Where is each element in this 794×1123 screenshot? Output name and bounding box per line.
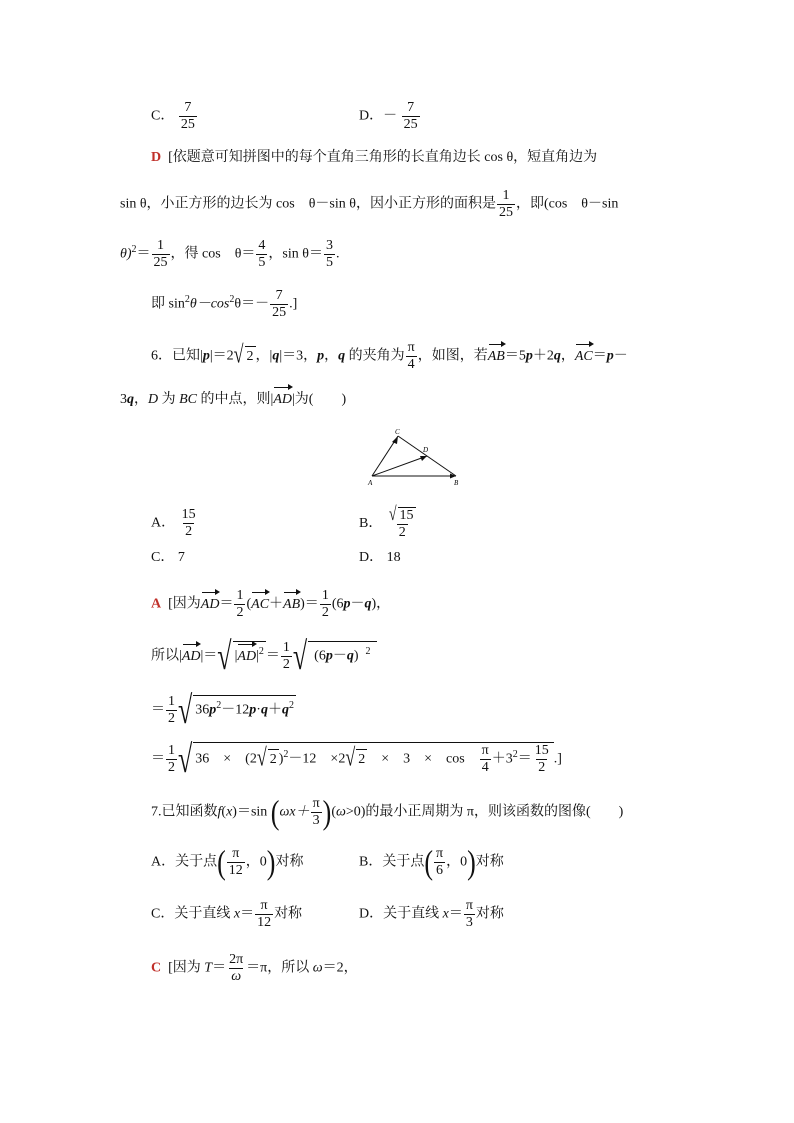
denominator: 2 bbox=[168, 711, 175, 726]
question-text: 为 bbox=[158, 392, 180, 407]
equals: ＝ bbox=[448, 906, 463, 922]
sol6-line1 bbox=[151, 588, 390, 621]
denominator: ω bbox=[231, 969, 242, 984]
solution-text: [因为 bbox=[168, 596, 201, 612]
exponent: 2 bbox=[512, 749, 518, 761]
denominator: 4 bbox=[407, 357, 415, 372]
numerator bbox=[387, 504, 418, 526]
variable-x: x bbox=[442, 906, 449, 922]
fraction bbox=[270, 288, 288, 321]
solution-text: ＋3 bbox=[491, 751, 513, 767]
denominator: 5 bbox=[258, 255, 266, 270]
vector-q: q bbox=[260, 702, 268, 718]
radicand bbox=[193, 695, 296, 721]
radicand bbox=[233, 641, 266, 667]
solution-text: (6 bbox=[331, 596, 344, 612]
fraction bbox=[533, 743, 551, 776]
denominator: 12 bbox=[257, 915, 272, 930]
solution-text: )， bbox=[371, 596, 391, 612]
denominator: 2 bbox=[185, 524, 193, 539]
left-paren: ( bbox=[424, 843, 434, 881]
numerator: 1 bbox=[282, 640, 290, 655]
solution-text: (6 bbox=[314, 648, 326, 664]
solution-text: ) bbox=[278, 751, 284, 767]
fraction bbox=[311, 796, 322, 829]
equals: ＝ bbox=[517, 751, 532, 767]
question-text: |为( ) bbox=[292, 392, 347, 407]
option-label: D． bbox=[359, 550, 384, 565]
denominator: 25 bbox=[403, 117, 418, 132]
option-label: D．关于直线 bbox=[359, 906, 443, 922]
left-paren: ( bbox=[270, 793, 280, 831]
answer-letter: D bbox=[151, 150, 162, 165]
numerator: 1 bbox=[321, 588, 329, 603]
numerator: 3 bbox=[325, 238, 333, 253]
sol5-line1 bbox=[151, 148, 597, 168]
vector-ab: AB bbox=[283, 595, 300, 615]
exponent: 2 bbox=[258, 646, 264, 658]
solution-text: 2 bbox=[338, 751, 346, 767]
sol5-line2 bbox=[120, 188, 618, 221]
question-text: ( bbox=[221, 804, 227, 820]
q7-option-c bbox=[151, 898, 302, 931]
sqrt-sign: √ bbox=[388, 504, 397, 526]
equals: ＝ bbox=[212, 960, 227, 976]
q5-option-d bbox=[359, 100, 421, 133]
option-text: 对称 bbox=[475, 854, 504, 870]
question-text: x＋ bbox=[289, 804, 310, 820]
denominator: 2 bbox=[398, 525, 406, 540]
denominator: 25 bbox=[180, 117, 195, 132]
solution-text: .] bbox=[553, 751, 562, 767]
solution-text: θ－cos bbox=[189, 296, 230, 312]
question-text: ， bbox=[560, 348, 575, 364]
vector-p: p bbox=[343, 596, 351, 612]
period-t: T bbox=[204, 960, 213, 976]
option-value: 18 bbox=[386, 550, 401, 565]
fraction bbox=[227, 952, 245, 985]
denominator: 2 bbox=[236, 605, 244, 620]
numerator: 4 bbox=[258, 238, 266, 253]
option-label: A． bbox=[151, 515, 176, 531]
vector-ad: AD bbox=[237, 647, 256, 667]
solution-text: [因为 bbox=[168, 960, 205, 976]
exponent: 2 bbox=[288, 700, 294, 712]
option-text: ，0 bbox=[245, 854, 267, 870]
equals: ＝ bbox=[151, 751, 165, 767]
vector-ac: AC bbox=[251, 595, 269, 615]
vector-ab: AB bbox=[488, 347, 505, 367]
exponent: 2 bbox=[365, 646, 371, 658]
vector-q: q bbox=[338, 348, 346, 364]
solution-text: ＝2， bbox=[322, 960, 358, 976]
question-text: ，如图，若 bbox=[417, 348, 488, 364]
q7-line1 bbox=[151, 793, 624, 831]
sol7-line1 bbox=[151, 952, 358, 985]
solution-text: [依题意可知拼图中的每个直角三角形的长直角边长 cos θ，短直角边为 bbox=[168, 150, 598, 165]
numerator: π bbox=[260, 898, 268, 913]
segment-bc: BC bbox=[179, 392, 198, 407]
option-label: B．关于点 bbox=[359, 854, 425, 870]
question-text: － bbox=[613, 348, 628, 364]
question-text: 6．已知| bbox=[151, 348, 203, 364]
solution-text: ，即(cos θ－sin bbox=[515, 196, 619, 212]
solution-text: － bbox=[350, 596, 365, 612]
denominator: 2 bbox=[168, 760, 175, 775]
radicand bbox=[308, 641, 376, 667]
question-text: ， bbox=[324, 348, 339, 364]
numerator: π bbox=[465, 898, 473, 913]
fraction bbox=[227, 846, 245, 879]
exponent: 2 bbox=[131, 244, 137, 256]
equals: ＝ bbox=[240, 906, 255, 922]
question-text: 7.已知函数 bbox=[151, 804, 218, 820]
option-label: B． bbox=[359, 516, 383, 532]
period: . bbox=[335, 246, 340, 262]
question-text: ，| bbox=[255, 348, 273, 364]
sqrt-sign: √ bbox=[345, 742, 356, 771]
denominator: 2 bbox=[282, 657, 290, 672]
right-paren: ) bbox=[322, 793, 332, 831]
sol5-line4 bbox=[151, 288, 297, 321]
fraction bbox=[256, 238, 267, 271]
q5-option-c bbox=[151, 100, 198, 133]
label-c: C bbox=[395, 428, 400, 436]
right-paren: ) bbox=[467, 843, 476, 881]
solution-text: － bbox=[332, 648, 347, 664]
denominator: 25 bbox=[272, 305, 287, 320]
fraction bbox=[480, 743, 491, 776]
sol5-line3 bbox=[120, 238, 339, 271]
solution-text: | bbox=[234, 648, 238, 664]
question-text: ＋2 bbox=[532, 348, 554, 364]
numerator: 7 bbox=[275, 288, 283, 303]
solution-text: | bbox=[256, 648, 259, 664]
solution-text: ，得 cos θ＝ bbox=[170, 246, 256, 262]
fraction bbox=[180, 507, 198, 540]
numerator: π bbox=[312, 796, 320, 811]
sqrt-sign: √ bbox=[178, 737, 193, 781]
sqrt-sign: √ bbox=[178, 688, 193, 732]
question-text: |＝3， bbox=[279, 348, 318, 364]
omega: ω bbox=[279, 804, 290, 820]
denominator: 2 bbox=[538, 760, 546, 775]
dot: · bbox=[256, 702, 261, 718]
vector-p: p bbox=[606, 348, 614, 364]
solution-text: θ＝－ bbox=[234, 296, 270, 312]
numerator: 15 bbox=[534, 743, 549, 758]
solution-text: 36 × (2 bbox=[195, 751, 257, 767]
question-text: ＝5 bbox=[504, 348, 526, 364]
solution-text: ＝π，所以 bbox=[246, 960, 313, 976]
solution-text: 36 bbox=[195, 702, 210, 718]
radicand: 2 bbox=[356, 749, 367, 770]
fraction bbox=[406, 340, 417, 373]
vector-p: p bbox=[202, 348, 210, 364]
vector-q: q bbox=[272, 348, 280, 364]
exponent: 2 bbox=[229, 294, 235, 306]
question-text: 3 bbox=[120, 392, 127, 407]
option-text: 对称 bbox=[475, 906, 504, 922]
label-d: D bbox=[423, 446, 429, 454]
answer-letter: A bbox=[151, 596, 162, 612]
denominator: 4 bbox=[481, 760, 489, 775]
question-text: |＝2 bbox=[209, 348, 234, 364]
point-d: D bbox=[148, 392, 159, 407]
fraction bbox=[387, 504, 418, 541]
option-value: 7 bbox=[177, 550, 185, 565]
solution-text: × 3 × cos bbox=[367, 751, 479, 767]
numerator: π bbox=[407, 340, 415, 355]
vector-ac: AC bbox=[575, 347, 593, 367]
fraction bbox=[324, 238, 335, 271]
sol6-line3 bbox=[151, 688, 296, 732]
equals: ＝ bbox=[136, 246, 151, 262]
omega: ω bbox=[312, 960, 323, 976]
sqrt-sign: √ bbox=[233, 339, 244, 368]
solution-text: .] bbox=[289, 296, 298, 312]
denominator: 25 bbox=[153, 255, 168, 270]
sqrt-sign: √ bbox=[292, 634, 308, 678]
question-text: 的夹角为 bbox=[345, 348, 405, 364]
fraction bbox=[255, 898, 273, 931]
equals: ＝ bbox=[265, 648, 280, 664]
denominator: 25 bbox=[498, 205, 513, 220]
solution-text: －12 bbox=[221, 702, 250, 718]
median-ad bbox=[372, 456, 427, 476]
solution-text: ( bbox=[246, 596, 252, 612]
vector-ad: AD bbox=[273, 390, 292, 410]
sqrt-sign: √ bbox=[217, 634, 232, 678]
vector-q: q bbox=[364, 596, 372, 612]
fraction bbox=[402, 100, 420, 133]
solution-text: θ) bbox=[120, 246, 132, 262]
numerator: 1 bbox=[168, 694, 175, 709]
solution-text: ，sin θ＝ bbox=[268, 246, 323, 262]
radicand bbox=[193, 742, 553, 776]
answer-letter: C bbox=[151, 960, 162, 976]
sol6-line2 bbox=[151, 634, 377, 678]
option-text: 对称 bbox=[275, 854, 304, 870]
omega: ω bbox=[335, 804, 346, 820]
option-label: C． bbox=[151, 550, 175, 565]
option-text: ，0 bbox=[446, 854, 468, 870]
numerator: π bbox=[481, 743, 489, 758]
exponent: 2 bbox=[216, 700, 222, 712]
solution-text: －12 × bbox=[288, 751, 339, 767]
solution-text: ) bbox=[353, 648, 359, 664]
numerator: 1 bbox=[236, 588, 244, 603]
option-text: 对称 bbox=[274, 906, 303, 922]
fraction bbox=[464, 898, 475, 931]
radicand: 2 bbox=[268, 749, 279, 770]
exponent: 2 bbox=[184, 294, 190, 306]
variable-x: x bbox=[233, 906, 241, 922]
vector-p: p bbox=[249, 702, 257, 718]
q6-option-a bbox=[151, 507, 199, 540]
numerator: 1 bbox=[168, 743, 175, 758]
q6-option-c bbox=[151, 548, 185, 568]
fraction bbox=[179, 100, 197, 133]
fraction bbox=[152, 238, 170, 271]
question-text: ， bbox=[134, 392, 148, 407]
option-label: A．关于点 bbox=[151, 854, 218, 870]
denominator: 3 bbox=[465, 915, 473, 930]
triangle-figure bbox=[364, 424, 464, 488]
numerator: 15 bbox=[181, 507, 196, 522]
arrow-d bbox=[420, 456, 427, 461]
q6-line1 bbox=[151, 340, 628, 373]
right-paren: ) bbox=[266, 843, 276, 881]
radicand: 15 bbox=[399, 508, 414, 523]
radicand: 2 bbox=[245, 346, 256, 367]
q6-line2 bbox=[120, 390, 346, 410]
numerator: 7 bbox=[184, 100, 192, 115]
q7-option-b bbox=[359, 843, 504, 881]
fraction bbox=[166, 743, 177, 776]
fraction bbox=[281, 640, 292, 673]
option-label: D． bbox=[359, 108, 384, 124]
denominator: 3 bbox=[312, 813, 320, 828]
solution-text: ＋ bbox=[267, 702, 282, 718]
equals: ＝ bbox=[219, 596, 234, 612]
minus-sign: － bbox=[383, 108, 398, 124]
numerator: 1 bbox=[502, 188, 510, 203]
q7-option-a bbox=[151, 843, 304, 881]
left-paren: ( bbox=[217, 843, 226, 881]
exponent: 2 bbox=[283, 749, 289, 761]
solution-text: 所以| bbox=[151, 648, 182, 664]
solution-text: sin θ，小正方形的边长为 cos θ－sin θ，因小正方形的面积是 bbox=[120, 196, 496, 212]
vector-p: p bbox=[317, 348, 325, 364]
question-text: 的中点，则| bbox=[197, 392, 274, 407]
vector-ad: AD bbox=[201, 595, 220, 615]
question-text: >0)的最小正周期为 π，则该函数的图像( ) bbox=[345, 804, 624, 820]
equals: ＝ bbox=[151, 702, 165, 718]
vector-p: p bbox=[209, 702, 217, 718]
vector-p: p bbox=[525, 348, 533, 364]
question-text: ( bbox=[331, 804, 336, 820]
arrow-c bbox=[392, 436, 398, 444]
solution-text: 即 sin bbox=[151, 296, 185, 312]
variable-x: x bbox=[226, 804, 233, 820]
fraction bbox=[497, 188, 515, 221]
question-text: )＝sin bbox=[232, 804, 268, 820]
q7-option-d bbox=[359, 898, 504, 931]
label-b: B bbox=[454, 479, 459, 487]
q6-option-b bbox=[359, 504, 419, 541]
vector-q: q bbox=[346, 648, 354, 664]
vector-p: p bbox=[325, 648, 333, 664]
solution-text: )＝ bbox=[300, 596, 319, 612]
vector-q: q bbox=[281, 702, 289, 718]
sqrt-sign: √ bbox=[256, 742, 267, 771]
vector-ad: AD bbox=[182, 647, 201, 667]
numerator: π bbox=[436, 846, 444, 861]
label-a: A bbox=[368, 479, 373, 487]
equals: |＝ bbox=[200, 648, 218, 664]
numerator: 7 bbox=[407, 100, 415, 115]
denominator: 6 bbox=[436, 863, 444, 878]
solution-text: ＋ bbox=[269, 596, 284, 612]
fraction bbox=[434, 846, 445, 879]
q6-option-d bbox=[359, 548, 401, 568]
option-label: C． bbox=[151, 108, 175, 124]
numerator: π bbox=[232, 846, 240, 861]
vector-q: q bbox=[127, 392, 134, 407]
option-label: C．关于直线 bbox=[151, 906, 234, 922]
numerator: 2π bbox=[229, 952, 244, 967]
fraction bbox=[166, 694, 177, 727]
fraction bbox=[234, 588, 245, 621]
denominator: 12 bbox=[228, 863, 243, 878]
fraction bbox=[320, 588, 331, 621]
numerator: 1 bbox=[157, 238, 165, 253]
function-f: f bbox=[217, 804, 222, 820]
vector-q: q bbox=[553, 348, 561, 364]
question-text: ＝ bbox=[592, 348, 607, 364]
sol6-line4 bbox=[151, 737, 562, 781]
denominator: 5 bbox=[325, 255, 333, 270]
denominator: 2 bbox=[321, 605, 329, 620]
